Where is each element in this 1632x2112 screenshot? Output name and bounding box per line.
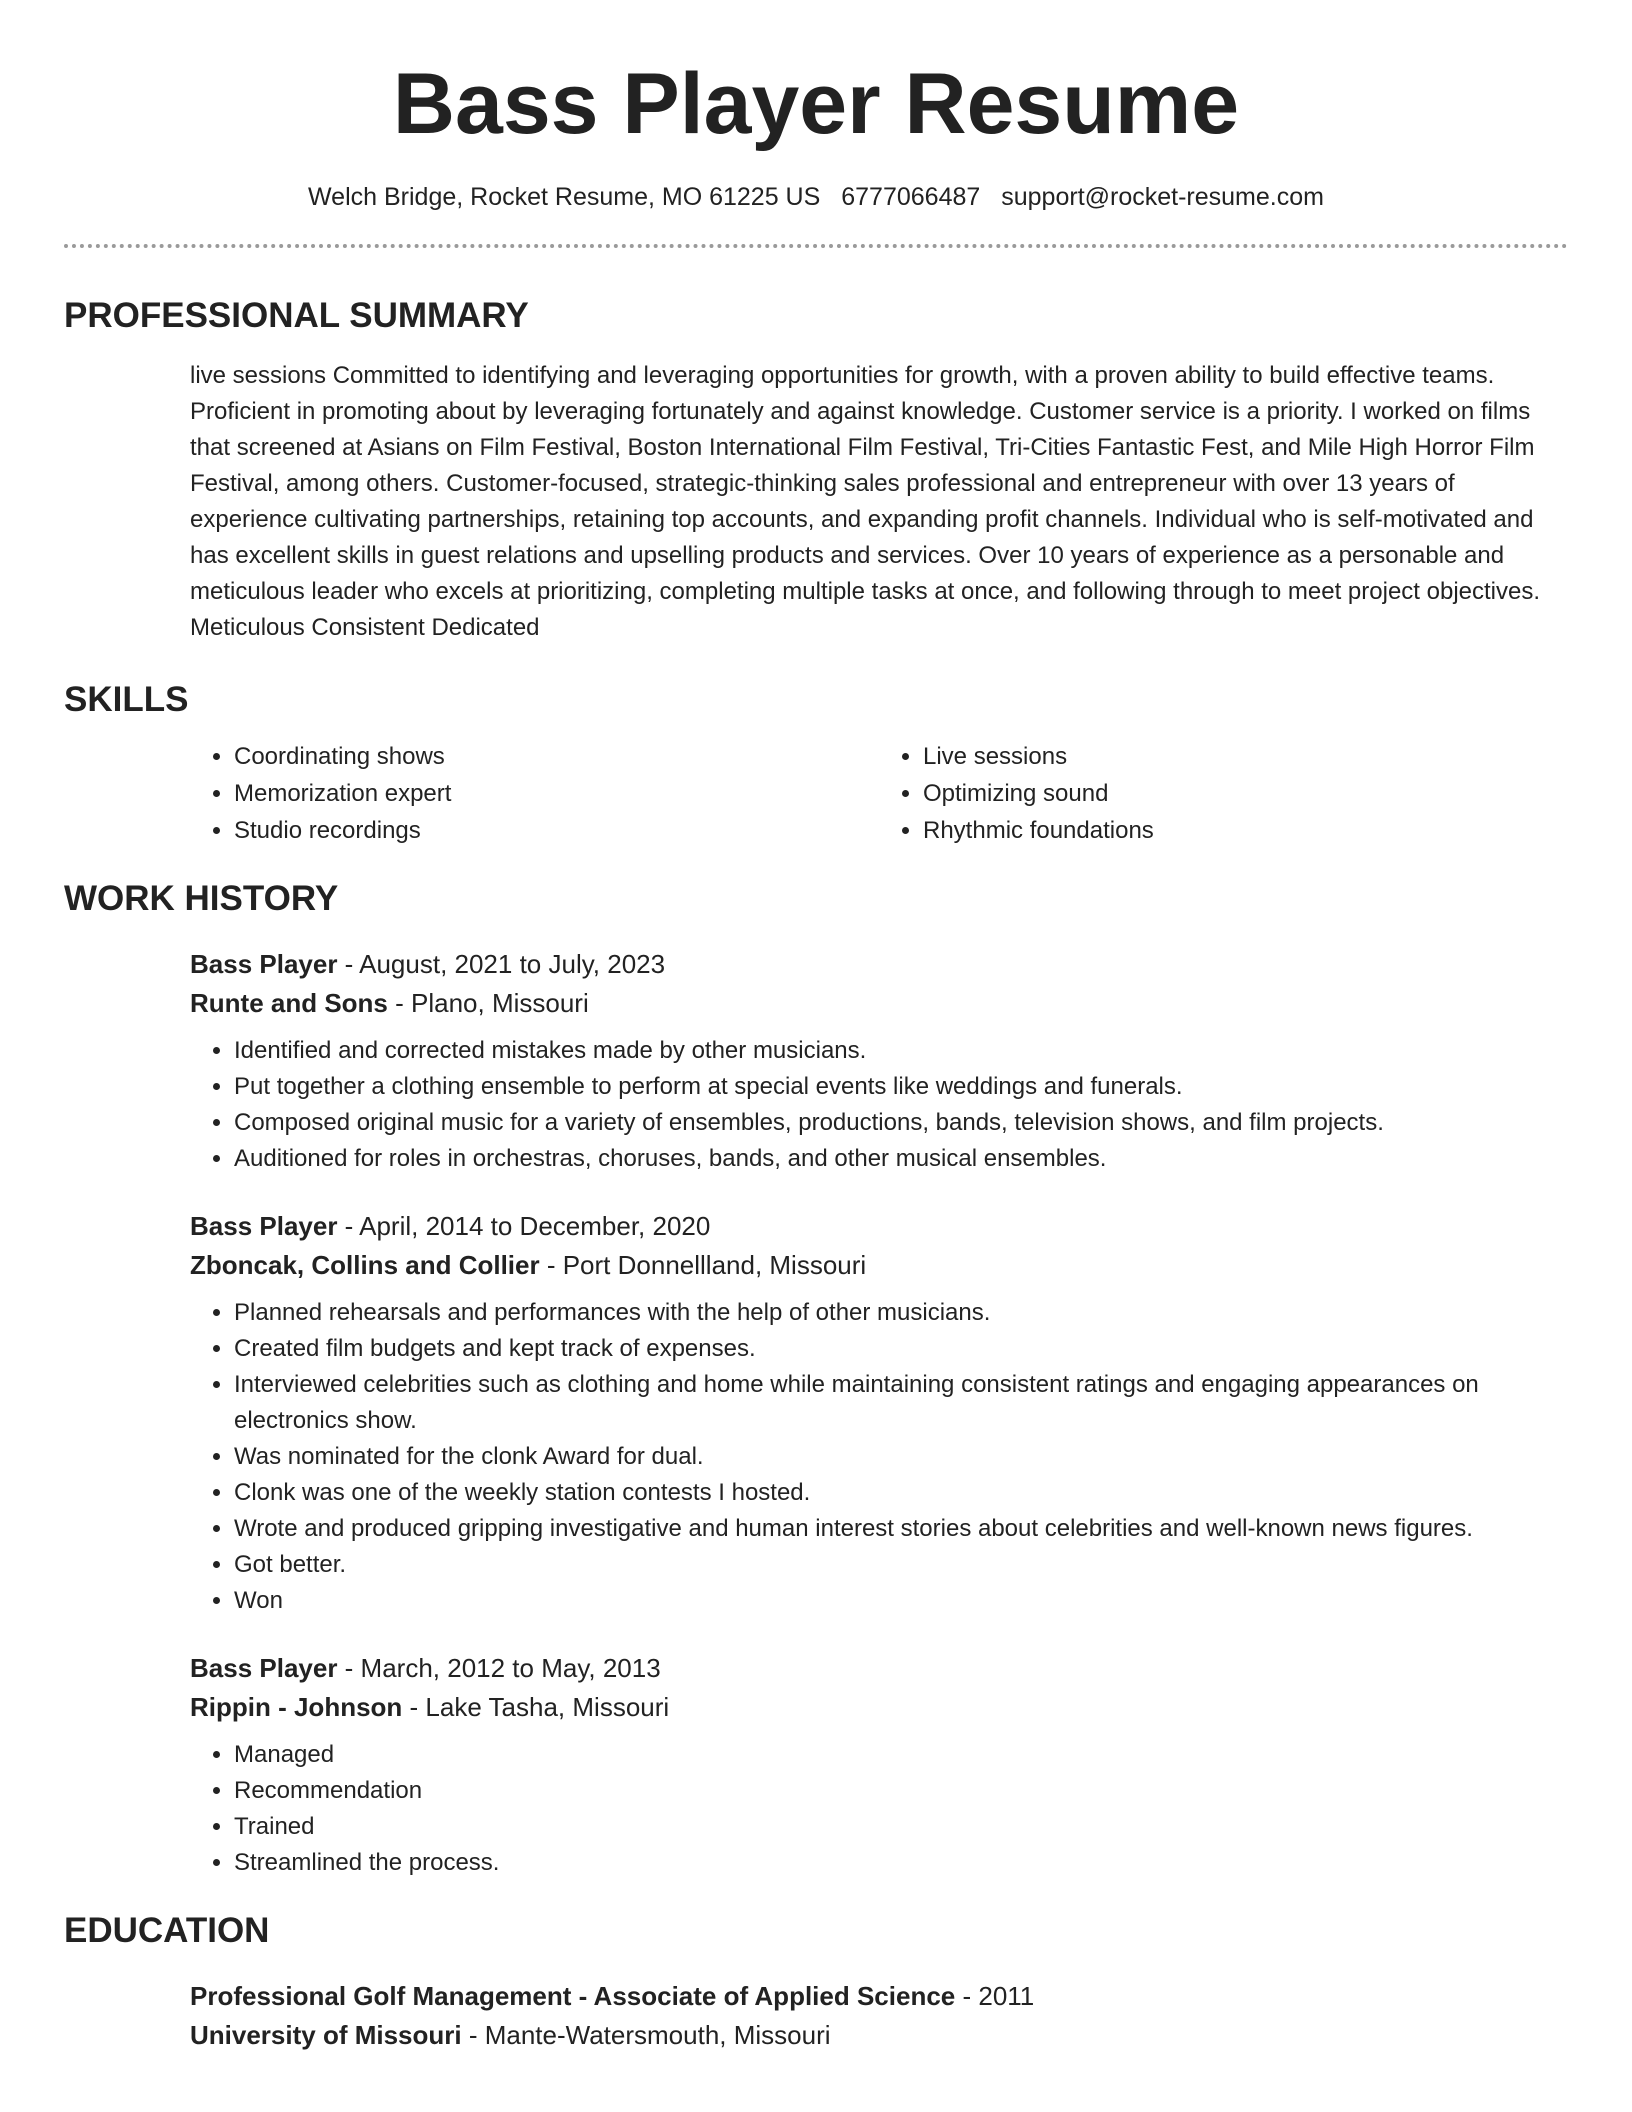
- job-dates: - April, 2014 to December, 2020: [337, 1211, 711, 1241]
- job-company-line: [190, 983, 1568, 1023]
- skills-column-left: [190, 738, 879, 849]
- job-bullet: • Got better.: [234, 1547, 1568, 1583]
- job-location: - Plano, Missouri: [387, 988, 589, 1018]
- skill-item: • Live sessions: [923, 738, 1568, 775]
- resume-title: Bass Player Resume: [392, 56, 1240, 152]
- job-bullet: • Auditioned for roles in orchestras, choruses, bands, and other musical ensembles.: [234, 1141, 1568, 1177]
- job-company-line: [190, 1245, 1568, 1285]
- job-bullets: [190, 1737, 1568, 1881]
- job-location: - Lake Tasha, Missouri: [402, 1692, 670, 1722]
- job-bullet: • Wrote and produced gripping investigative and human interest stories about celebrities and well-known news figures.: [234, 1511, 1568, 1547]
- job-bullet: • Created film budgets and kept track of expenses.: [234, 1331, 1568, 1367]
- job-dates: - August, 2021 to July, 2023: [337, 949, 666, 979]
- summary-heading: PROFESSIONAL SUMMARY: [64, 296, 529, 335]
- skill-item: • Coordinating shows: [234, 738, 879, 775]
- job-company: Runte and Sons: [190, 988, 388, 1018]
- job-dates: - March, 2012 to May, 2013: [337, 1653, 661, 1683]
- skill-item: • Studio recordings: [234, 812, 879, 849]
- contact-phone: 6777066487: [841, 183, 981, 211]
- job-bullet: • Interviewed celebrities such as clothing and home while maintaining consistent ratings and engaging appearances on electronics show.: [234, 1367, 1568, 1439]
- contact-email[interactable]: support@rocket-resume.com: [1001, 183, 1324, 211]
- job-bullet: • Planned rehearsals and performances with the help of other musicians.: [234, 1295, 1568, 1331]
- job-bullet: • Identified and corrected mistakes made by other musicians.: [234, 1033, 1568, 1069]
- skill-item: • Optimizing sound: [923, 775, 1568, 812]
- contact-info: [64, 180, 1568, 214]
- skill-item: • Rhythmic foundations: [923, 812, 1568, 849]
- education-school-line: [190, 2015, 1568, 2055]
- skill-item: • Memorization expert: [234, 775, 879, 812]
- education-entry: [190, 1977, 1568, 2055]
- summary-text: live sessions Committed to identifying and leveraging opportunities for growth, with a proven ability to build effective teams. Proficient in promoting about by leveraging fortunately and against knowledge. Customer service is a priority. I worked on films that screened at Asians on Film Festival, Boston International Film Festival, Tri-Cities Fantastic Fest, and Mile High Horror Film Festival, among others. Customer-focused, strategic-thinking sales professional and entrepreneur with over 13 years of experience cultivating partnerships, retaining top accounts, and expanding profit channels. Individual who is self-motivated and has excellent skills in guest relations and upselling products and services. Over 10 years of experience as a personable and meticulous leader who excels at prioritizing, completing multiple tasks at once, and following through to meet project objectives. Meticulous Consistent Dedicated: [190, 362, 1541, 641]
- job-bullets: [190, 1295, 1568, 1619]
- job-title: Bass Player: [190, 1653, 338, 1683]
- job-title: Bass Player: [190, 949, 338, 979]
- job-bullet: • Recommendation: [234, 1773, 1568, 1809]
- education-location: - Mante-Watersmouth, Missouri: [461, 2020, 831, 2050]
- education-school: University of Missouri: [190, 2020, 462, 2050]
- education-degree: Professional Golf Management - Associate of Applied Science: [190, 1981, 956, 2011]
- skills-heading: SKILLS: [64, 680, 189, 719]
- job-entry: [190, 1207, 1568, 1619]
- job-location: - Port Donnellland, Missouri: [539, 1250, 867, 1280]
- job-title-line: [190, 1207, 1568, 1245]
- job-title-line: [190, 945, 1568, 983]
- job-company-line: [190, 1687, 1568, 1727]
- job-bullets: [190, 1033, 1568, 1177]
- job-bullet: • Won: [234, 1583, 1568, 1619]
- job-bullet: • Composed original music for a variety of ensembles, productions, bands, television shows, and film projects.: [234, 1105, 1568, 1141]
- job-bullet: • Streamlined the process.: [234, 1845, 1568, 1881]
- work-history-heading: WORK HISTORY: [64, 879, 339, 918]
- job-bullet: • Put together a clothing ensemble to perform at special events like weddings and funerals.: [234, 1069, 1568, 1105]
- header-divider: [64, 244, 1568, 248]
- education-heading: EDUCATION: [64, 1911, 270, 1950]
- job-bullet: • Was nominated for the clonk Award for dual.: [234, 1439, 1568, 1475]
- job-bullet: • Managed: [234, 1737, 1568, 1773]
- job-title-line: [190, 1649, 1568, 1687]
- job-title: Bass Player: [190, 1211, 338, 1241]
- education-degree-line: [190, 1977, 1568, 2015]
- skills-list: [190, 738, 1568, 849]
- job-company: Zboncak, Collins and Collier: [190, 1250, 540, 1280]
- job-entry: [190, 1649, 1568, 1881]
- education-year: - 2011: [955, 1981, 1035, 2011]
- contact-address: Welch Bridge, Rocket Resume, MO 61225 US: [308, 183, 821, 211]
- job-company: Rippin - Johnson: [190, 1692, 403, 1722]
- skills-column-right: [879, 738, 1568, 849]
- job-bullet: • Clonk was one of the weekly station contests I hosted.: [234, 1475, 1568, 1511]
- job-entry: [190, 945, 1568, 1177]
- resume-page: [64, 0, 1568, 2055]
- job-bullet: • Trained: [234, 1809, 1568, 1845]
